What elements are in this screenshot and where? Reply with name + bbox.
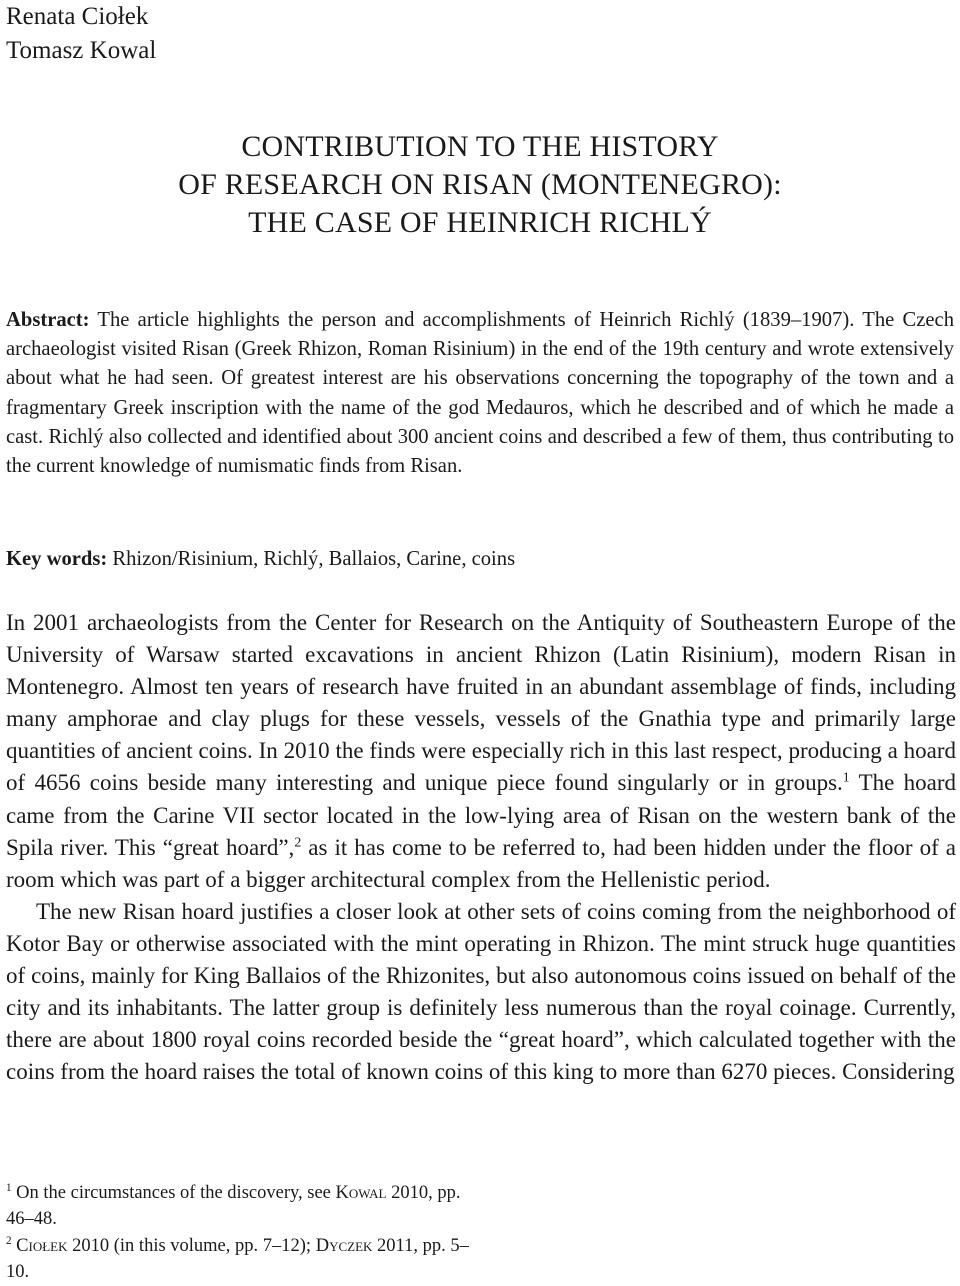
footnote-text: 2011, pp. 5–10.	[6, 1235, 469, 1283]
keywords	[6, 545, 954, 574]
footnote-author: Kowal	[335, 1183, 387, 1203]
footnote-author: Dyczek	[315, 1235, 373, 1256]
author-name: Tomasz Kowal	[6, 37, 157, 64]
abstract-label: Abstract:	[6, 309, 90, 331]
paragraph-text: In 2001 archaeologists from the Center for Research on the Antiquity of Southeastern Europe of the University of Warsaw started excavations in ancient Rhizon (Latin Risinium), modern Risan in Montenegro. Almost ten years of research have fruited in an abundant assemblage of finds, including many amphorae and clay plugs for these vessels, vessels of the Gnathia type and primarily large quantities of ancient coins. In 2010 the finds were especially rich in this last respect, producing a hoard of 4656 coins beside many interesting and unique piece found singularly or in groups.	[6, 610, 956, 796]
abstract-text: The article highlights the person and accomplishments of Heinrich Richlý (1839–1907). The Czech archaeologist visited Risan (Greek Rhizon, Roman Risinium) in the end of the 19th century and wrote extensively about what he had seen. Of greatest interest are his observations concerning the topography of the town and a fragmentary Greek inscription with the name of the god Medauros, which he described and of which he made a cast. Richlý also collected and identified about 300 ancient coins and described a few of them, thus contributing to the current knowledge of numismatic finds from Risan.	[6, 309, 954, 478]
keywords-text: Rhizon/Risinium, Richlý, Ballaios, Carine, coins	[107, 548, 516, 570]
footnote-text: 2010, pp. 46–48.	[6, 1183, 461, 1230]
title-line: THE CASE OF HEINRICH RICHLÝ	[248, 206, 712, 239]
abstract	[6, 306, 954, 481]
footnote-number: 2	[6, 1234, 12, 1247]
title-line: OF RESEARCH ON RISAN (MONTENEGRO):	[178, 168, 782, 201]
author-name: Renata Ciołek	[6, 3, 149, 30]
paragraph-text: as it has come to be referred to, had been hidden under the floor of a room which was part of a bigger architectural complex from the Hellenistic period.	[6, 834, 956, 892]
authors-block	[6, 0, 156, 68]
title-line: CONTRIBUTION TO THE HISTORY	[241, 130, 719, 163]
keywords-label: Key words:	[6, 548, 108, 570]
paragraph-text: The new Risan hoard justifies a closer look at other sets of coins coming from the neighborhood of Kotor Bay or otherwise associated with the mint operating in Rhizon. The mint struck huge quantities of coins, mainly for King Ballaios of the Rhizonites, but also autonomous coins issued on behalf of the city and its inhabitants. The latter group is definitely less numerous than the royal coinage. Currently, there are about 1800 royal coins recorded beside the “great hoard”, which calculated together with the coins from the hoard raises the total of known coins of this king to more than 6270 pieces. Considering	[6, 898, 956, 1085]
article-title	[0, 128, 960, 242]
body-text	[6, 607, 956, 1088]
footnote	[6, 1233, 476, 1286]
footnote-author: Ciołek	[16, 1235, 68, 1256]
footnotes	[6, 1180, 476, 1286]
paragraph	[6, 607, 956, 896]
paragraph-text: The hoard came from the Carine VII sector located in the low-lying area of Risan on the western bank of the Spila river. This “great hoard”,	[6, 770, 956, 860]
footnote-ref: 1	[842, 769, 850, 785]
footnote	[6, 1180, 476, 1233]
paragraph	[6, 896, 956, 1089]
footnote-number: 1	[6, 1181, 12, 1194]
footnote-text: 2010 (in this volume, pp. 7–12);	[67, 1235, 316, 1256]
footnote-text: On the circumstances of the discovery, see	[11, 1183, 336, 1203]
footnote-ref: 2	[294, 834, 302, 849]
